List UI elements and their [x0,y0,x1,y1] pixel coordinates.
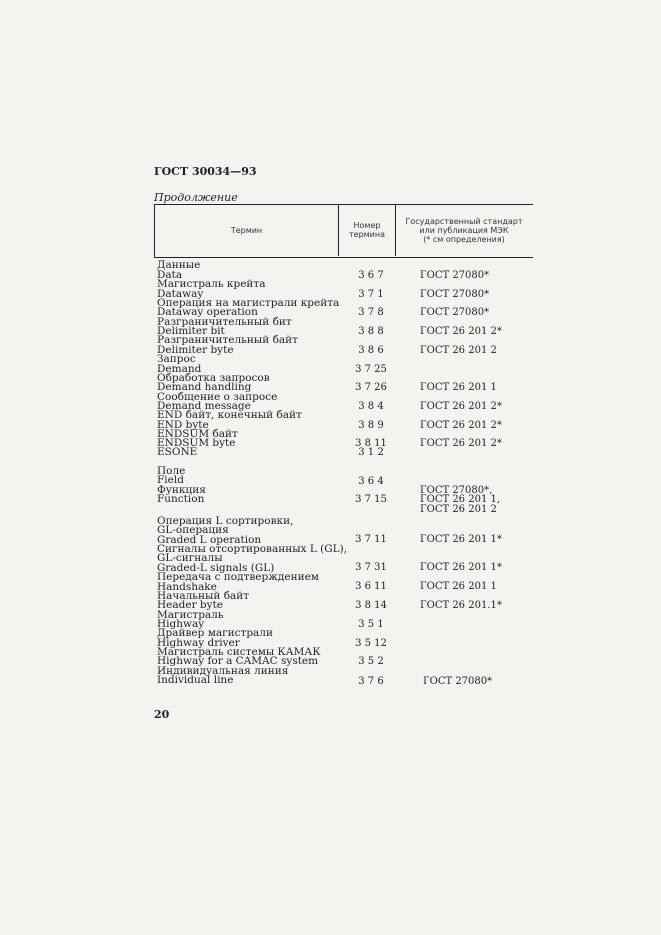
term-line: Разграничительный бит [157,316,292,328]
term-line: END byte [157,419,209,431]
term-number: 3 8 9 [358,420,384,431]
standard-ref: ГОСТ 26 201 2 [420,345,497,356]
term-line: Highway driver [157,637,240,649]
term-number: 3 8 14 [355,600,387,611]
term-line: Dataway operation [157,306,258,318]
term-line: Сообщение о запросе [157,391,278,403]
term-line: Demand [157,363,202,375]
term-number: 3 5 12 [355,638,387,649]
term-number: 3 7 26 [355,382,387,393]
header-number: Номер термина [348,221,386,239]
term-line: Магистраль системы КАМАК [157,646,321,658]
standard-ref: ГОСТ 26 201 1* [420,534,502,545]
standard-ref: ГОСТ 27080* [420,270,490,281]
term-line: Delimiter bit [157,325,225,337]
page-number: 20 [154,708,170,721]
header-standard: Государственный стандарт или публикация МЭК (* см определения) [405,216,523,244]
term-number: 3 7 6 [358,676,384,687]
term-line: Сигналы отсортированных L (GL), [157,543,348,555]
standard-ref: ГОСТ 26 201 2* [420,438,502,449]
term-line: Function [157,493,205,505]
term-line: Разграничительный байт [157,334,298,346]
term-line: Delimiter byte [157,344,234,356]
term-number: 3 8 11 [355,438,387,449]
term-number: 3 1 2 [358,447,384,458]
standard-ref: ГОСТ 26 201 2* [420,420,502,431]
term-number: 3 7 25 [355,364,387,375]
standard-ref: ГОСТ 26 201 1, [420,494,501,505]
term-line: Individual line [157,674,234,686]
term-line: Индивидуальная линия [157,665,289,677]
term-line: Highway [157,618,205,630]
term-number: 3 5 2 [358,656,384,667]
term-number: 3 8 6 [358,345,384,356]
standard-ref: ГОСТ 27080* [420,307,490,318]
standard-ref: ГОСТ 27080*, [420,485,493,496]
term-line: ENDSUM байт [157,428,238,440]
term-line: Handshake [157,581,217,593]
term-number: 3 8 8 [358,326,384,337]
term-line: ESONE [157,446,198,458]
standard-ref: ГОСТ 26 201 1* [420,562,502,573]
term-line: Функция [157,484,206,496]
standard-ref: ГОСТ 26 201 1 [420,382,497,393]
term-line: Драйвер магистрали [157,627,273,639]
standard-ref: ГОСТ 26 201.1* [420,600,502,611]
term-line: Запрос [157,353,196,365]
term-number: 3 8 4 [358,401,384,412]
term-number: 3 7 11 [355,534,387,545]
term-line: Начальный байт [157,590,250,602]
term-number: 3 7 15 [355,494,387,505]
term-line: Dataway [157,288,204,300]
term-number: 3 6 4 [358,476,384,487]
term-line: Field [157,474,184,486]
term-number: 3 7 1 [358,289,384,300]
continuation-label: Продолжение [154,191,238,204]
standard-ref: ГОСТ 26 201 2* [420,401,502,412]
term-number: 3 6 7 [358,270,384,281]
term-number: 3 6 11 [355,581,387,592]
term-number: 3 5 1 [358,619,384,630]
term-line: ENDSUM byte [157,437,236,449]
term-line: Магистраль [157,609,224,621]
term-line: Demand message [157,400,251,412]
standard-ref: ГОСТ 27080* [423,676,493,687]
term-line: END байт, конечный байт [157,409,302,421]
term-line: Demand handling [157,381,252,393]
term-line: Data [157,269,183,281]
term-line: Header byte [157,599,224,611]
term-number: 3 7 8 [358,307,384,318]
term-line: Graded-L signals (GL) [157,562,275,574]
term-line: Магистраль крейта [157,278,266,290]
term-line: Данные [157,259,201,271]
standard-ref: ГОСТ 27080* [420,289,490,300]
header-term: Термин [230,225,263,235]
term-line: GL-операция [157,524,229,536]
term-line: GL-сигналы [157,552,223,564]
standard-ref: ГОСТ 26 201 2* [420,326,502,337]
term-number: 3 7 31 [355,562,387,573]
term-line: Graded L operation [157,534,262,546]
term-line: Highway for a CAMAC system [157,655,319,667]
term-line: Обработка запросов [157,372,270,384]
document-code: ГОСТ 30034—93 [154,165,257,178]
term-line: Операция на магистрали крейта [157,297,340,309]
standard-ref: ГОСТ 26 201 1 [420,581,497,592]
term-line: Передача с подтверждением [157,571,319,583]
standard-ref: ГОСТ 26 201 2 [420,504,497,515]
term-line: Операция L сортировки, [157,515,294,527]
term-line: Поле [157,465,186,477]
